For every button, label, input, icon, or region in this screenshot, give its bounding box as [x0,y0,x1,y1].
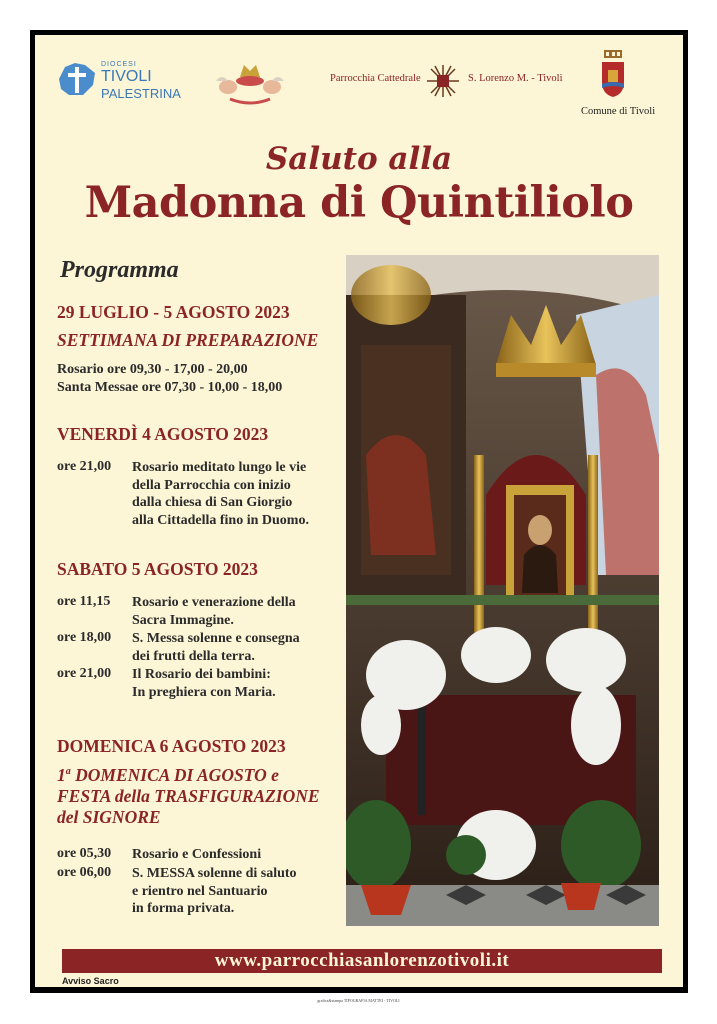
s1-line-rosario: Rosario ore 09,30 - 17,00 - 20,00 [57,362,248,377]
diocesi-label: DIOCESI [101,61,137,68]
comune-label: Comune di Tivoli [581,106,656,117]
s4-text-line: Rosario e Confessioni [132,847,262,862]
s3-text-line: dei frutti della terra. [132,648,255,664]
parrocchia-san-lorenzo-label: S. Lorenzo M. - Tivoli [468,73,563,84]
diocesi-palestrina: PALESTRINA [101,86,181,101]
s4-heading: DOMENICA 6 AGOSTO 2023 [57,736,286,756]
s4-subheading-2: FESTA della TRASFIGURAZIONE [57,786,320,806]
s2-text-line: della Parrocchia con inizio [132,477,291,493]
s3-time: ore 11,15 [57,594,111,609]
s4-subheading-1 [57,765,279,786]
s1-subheading: SETTIMANA DI PREPARAZIONE [57,330,319,350]
programma-heading: Programma [60,257,179,283]
s3-text-line: Sacra Immagine. [132,612,234,628]
s3-text-line: In preghiera con Maria. [132,684,276,700]
poster [35,35,683,987]
s1-line-messe: Santa Messae ore 07,30 - 10,00 - 18,00 [57,380,283,395]
s4-sub-sup: a [65,766,71,778]
gridiron-sunburst-icon [425,63,461,99]
s2-heading: VENERDÌ 4 AGOSTO 2023 [57,424,269,444]
s3-text-line: S. Messa solenne e consegna [132,631,300,646]
s4-subheading-3: del SIGNORE [57,807,161,827]
s4-text-line: in forma privata. [132,901,235,916]
s4-text [132,865,297,918]
parrocchia-cattedrale-label: Parrocchia Cattedrale [330,73,421,84]
s3-text [132,594,296,629]
s2-text-line: alla Cittadella fino in Duomo. [132,512,309,528]
diocesi-tivoli: TIVOLI [101,68,152,85]
s3-time: ore 21,00 [57,666,112,681]
s4-sub-rest: DOMENICA DI AGOSTO e [70,765,279,785]
s4-sub-num: 1 [57,765,66,785]
website-banner [62,949,662,973]
s3-text [132,630,300,665]
s4-time: ore 05,30 [57,846,112,861]
altar-photo [346,255,659,926]
diocesi-logo [55,55,185,105]
s3-time: ore 18,00 [57,630,112,645]
s4-text-line: S. MESSA solenne di saluto [132,866,297,881]
s4-text-line: e rientro nel Santuario [132,883,268,899]
s1-heading: 29 LUGLIO - 5 AGOSTO 2023 [57,302,290,322]
website-url[interactable]: www.parrocchiasanlorenzotivoli.it [214,950,510,971]
angels-crown-logo [210,55,290,110]
title-line2: Madonna di Quintiliolo [84,178,634,228]
s2-text-line: Rosario meditato lungo le vie [132,460,307,475]
s4-time: ore 06,00 [57,865,112,880]
tivoli-crest-icon [600,50,626,98]
s3-heading: SABATO 5 AGOSTO 2023 [57,559,258,579]
s2-time: ore 21,00 [57,459,112,474]
title-line1: Saluto alla [265,141,453,177]
s4-text [132,846,261,864]
s3-text-line: Rosario e venerazione della [132,595,296,610]
s3-text [132,666,276,701]
s2-text [132,459,309,529]
diocese-map-icon [55,57,99,101]
s3-text-line: Il Rosario dei bambini: [132,667,271,682]
printer-credit: grafica&stampa TIPOGRAFIA MATTEI - TIVOLI [317,998,400,1003]
avviso-sacro-label: Avviso Sacro [62,976,119,986]
logo-header [35,35,683,135]
s2-text-line: dalla chiesa di San Giorgio [132,495,293,510]
